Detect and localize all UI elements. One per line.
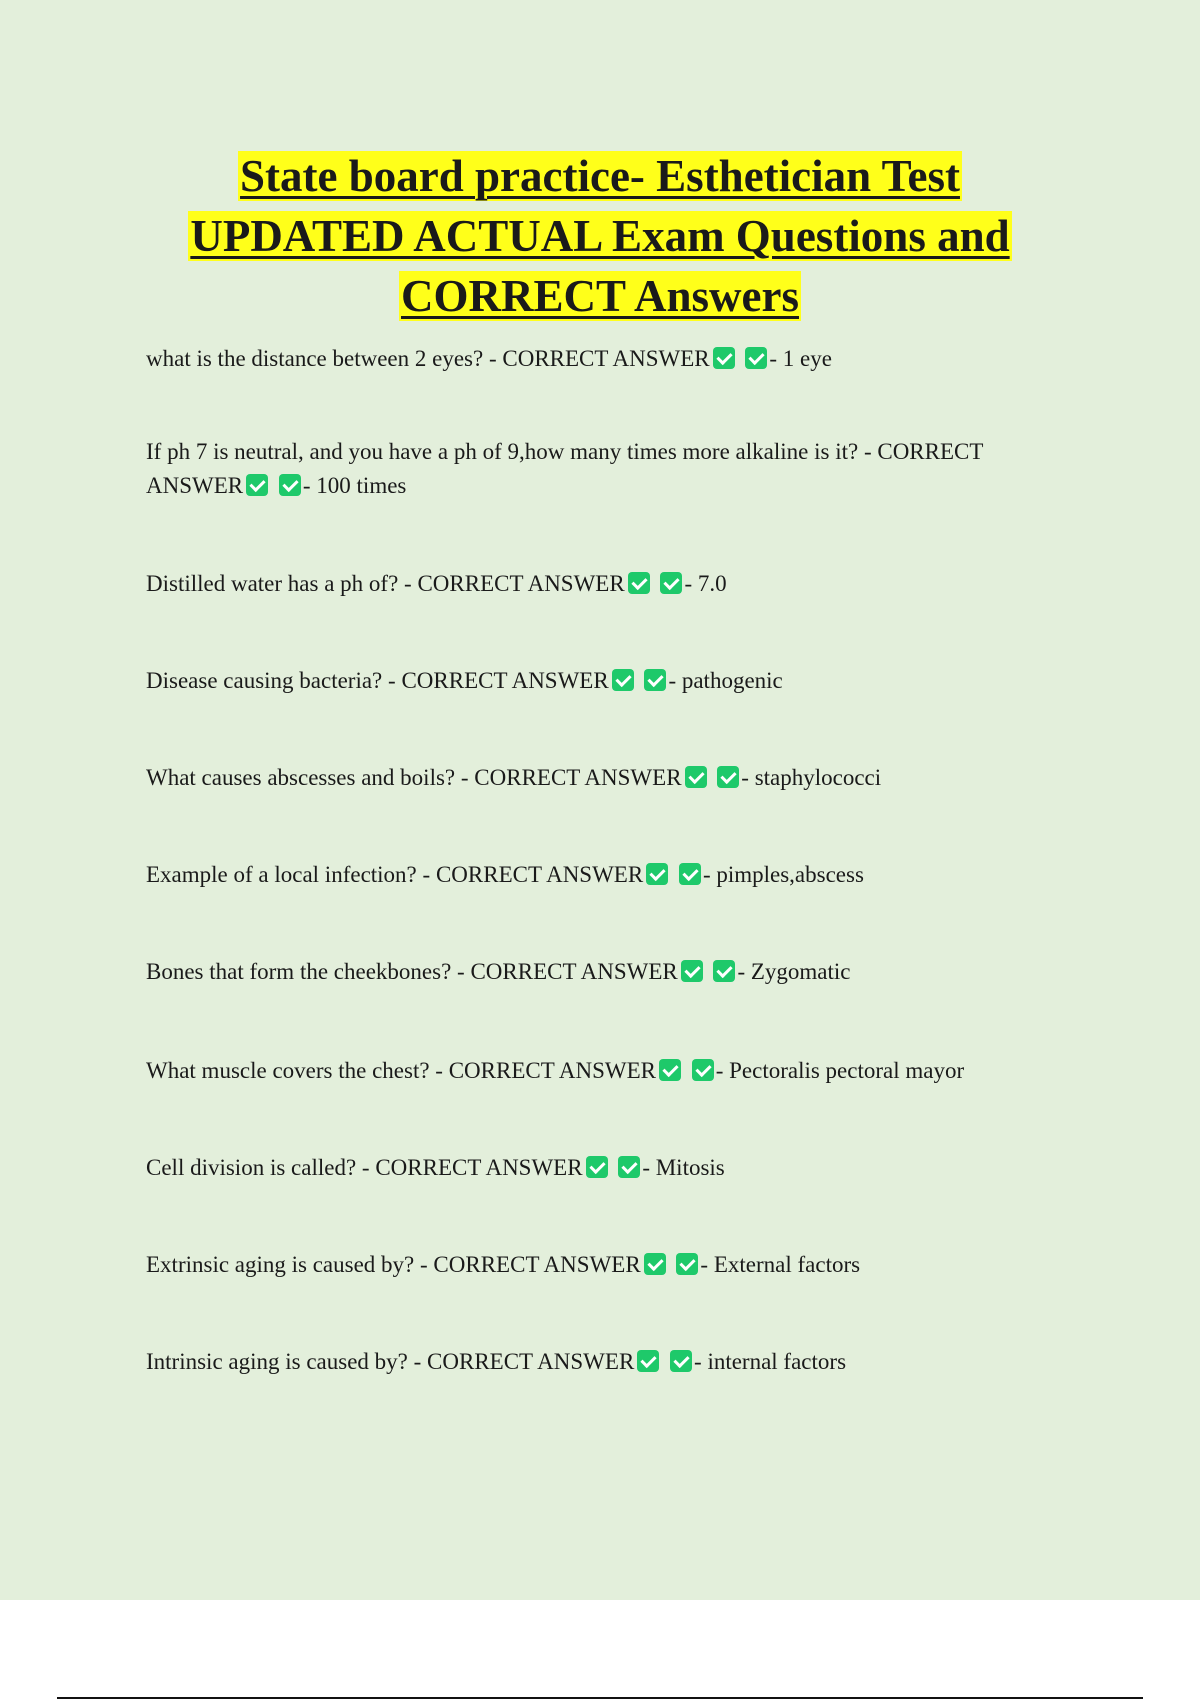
- question-text: Intrinsic aging is caused by?: [146, 1349, 408, 1374]
- check-icon: [679, 863, 701, 885]
- check-icon: [681, 960, 703, 982]
- check-icon: [646, 863, 668, 885]
- answer-marker: - CORRECT ANSWER: [413, 1349, 635, 1374]
- answer-marker: - CORRECT ANSWER: [422, 862, 644, 887]
- title-line-2: UPDATED ACTUAL Exam Questions and: [190, 211, 1010, 261]
- check-icon: [279, 474, 301, 496]
- answer-marker: - CORRECT ANSWER: [388, 668, 609, 693]
- answer-marker: - CORRECT ANSWER: [460, 765, 682, 790]
- check-icon: [670, 1350, 692, 1372]
- answer-marker: - CORRECT ANSWER: [420, 1252, 641, 1277]
- answer-marker: - CORRECT ANSWER: [404, 571, 625, 596]
- qa-item-11: [146, 1345, 1046, 1379]
- question-text: Distilled water has a ph of?: [146, 571, 399, 596]
- check-icon: [660, 572, 682, 594]
- qa-item-6: [146, 858, 1046, 892]
- check-icon: [676, 1253, 698, 1275]
- question-text: Disease causing bacteria?: [146, 668, 383, 693]
- answer-text: - pimples,abscess: [702, 862, 864, 887]
- question-text: Cell division is called?: [146, 1155, 357, 1180]
- answer-marker: - CORRECT ANSWER: [361, 1155, 583, 1180]
- qa-item-4: [146, 664, 1046, 698]
- footer-rule: [57, 1697, 1143, 1699]
- check-icon: [586, 1156, 608, 1178]
- check-icon: [618, 1156, 640, 1178]
- question-text: What causes abscesses and boils?: [146, 765, 456, 790]
- answer-marker: - CORRECT ANSWER: [435, 1058, 656, 1083]
- title-line-1: State board practice- Esthetician Test: [240, 151, 960, 201]
- answer-text: - internal factors: [694, 1349, 847, 1374]
- qa-item-5: [146, 761, 1046, 795]
- qa-item-1: [146, 342, 1046, 376]
- question-text: Bones that form the cheekbones?: [146, 959, 452, 984]
- check-icon: [692, 1059, 714, 1081]
- title-line-3: CORRECT Answers: [401, 271, 799, 321]
- question-text: Example of a local infection?: [146, 862, 417, 887]
- check-icon: [659, 1059, 681, 1081]
- question-text: Extrinsic aging is caused by?: [146, 1252, 415, 1277]
- check-icon: [637, 1350, 659, 1372]
- check-icon: [628, 572, 650, 594]
- qa-item-2: [146, 435, 1046, 503]
- answer-text: - Zygomatic: [737, 959, 851, 984]
- question-text: What muscle covers the chest?: [146, 1058, 430, 1083]
- answer-marker: - CORRECT ANSWER: [457, 959, 678, 984]
- answer-marker: - CORRECT ANSWER: [146, 439, 984, 498]
- answer-text: - Pectoralis pectoral mayor: [715, 1058, 965, 1083]
- document-title: [0, 146, 1200, 326]
- answer-text: - pathogenic: [668, 668, 783, 693]
- qa-item-8: [146, 1054, 1046, 1088]
- answer-text: - 100 times: [302, 473, 407, 498]
- qa-item-10: [146, 1248, 1046, 1282]
- check-icon: [644, 1253, 666, 1275]
- question-text: what is the distance between 2 eyes?: [146, 346, 484, 371]
- answer-text: - 7.0: [684, 571, 727, 596]
- check-icon: [246, 474, 268, 496]
- check-icon: [717, 766, 739, 788]
- answer-text: - External factors: [700, 1252, 861, 1277]
- answer-text: - 1 eye: [769, 346, 832, 371]
- check-icon: [644, 669, 666, 691]
- check-icon: [713, 960, 735, 982]
- check-icon: [713, 347, 735, 369]
- qa-item-3: [146, 567, 1046, 601]
- check-icon: [685, 766, 707, 788]
- answer-text: - Mitosis: [642, 1155, 725, 1180]
- answer-text: - staphylococci: [741, 765, 882, 790]
- check-icon: [745, 347, 767, 369]
- answer-marker: - CORRECT ANSWER: [488, 346, 710, 371]
- qa-item-7: [146, 955, 1046, 989]
- qa-item-9: [146, 1151, 1046, 1185]
- check-icon: [612, 669, 634, 691]
- question-text: If ph 7 is neutral, and you have a ph of 9,how many times more alkaline is it?: [146, 439, 859, 464]
